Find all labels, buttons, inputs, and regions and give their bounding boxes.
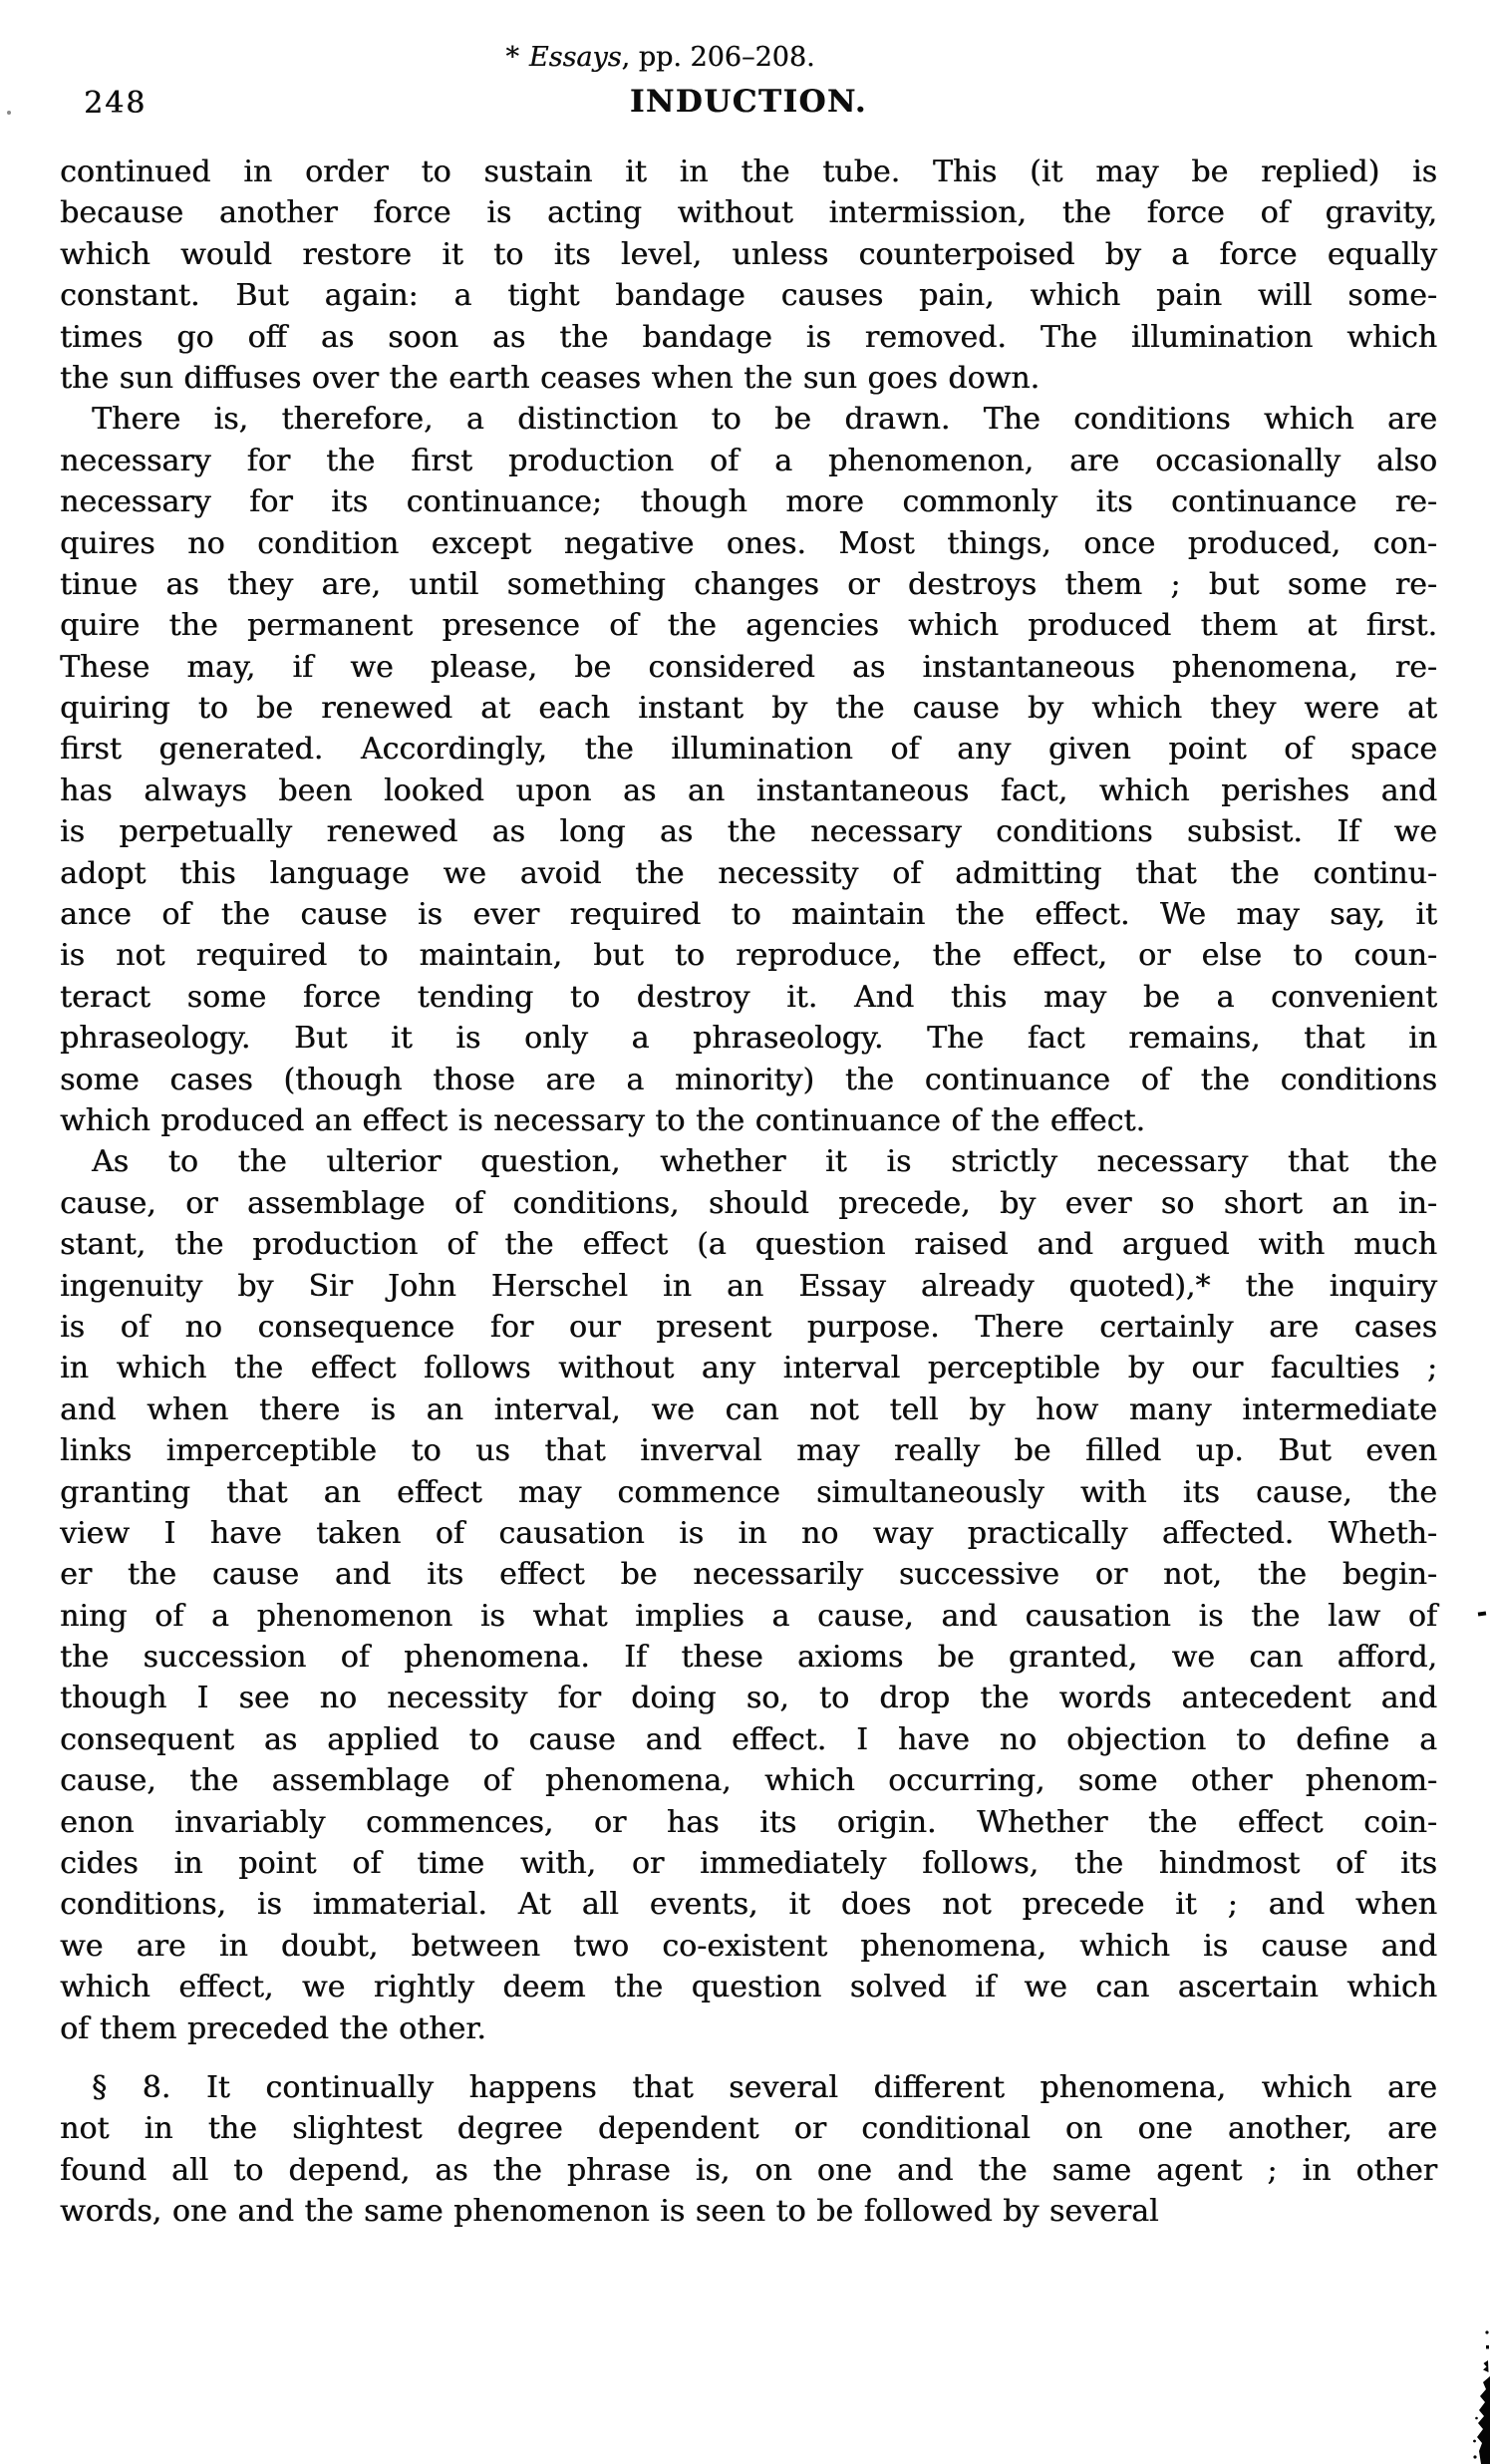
text-line: quires no condition except negative ones. Most things, once produced, con-: [60, 525, 1437, 561]
text-line: times go off as soon as the bandage is removed. The illumination which: [60, 319, 1437, 355]
text-line: continued in order to sustain it in the tube. This (it may be replied) is: [60, 154, 1437, 189]
text-line: and when there is an interval, we can not tell by how many intermediate: [60, 1391, 1437, 1427]
text-line: not in the slightest degree dependent or conditional on one another, are: [60, 2111, 1437, 2147]
text-line: cause, the assemblage of phenomena, which occurring, some other phenom-: [60, 1763, 1437, 1799]
scan-speck-left-margin: [7, 111, 11, 115]
paragraph: [60, 2067, 1437, 2233]
text-line: is perpetually renewed as long as the necessary conditions subsist. If we: [60, 814, 1437, 850]
text-line: we are in doubt, between two co-existent phenomena, which is cause and: [60, 1928, 1437, 1964]
text-line: conditions, is immaterial. At all events, it does not precede it ; and when: [60, 1887, 1437, 1923]
text-line: consequent as applied to cause and effect. I have no objection to define a: [60, 1721, 1437, 1757]
text-line: necessary for the first production of a phenomenon, are occasionally also: [60, 443, 1437, 478]
text-line: the succession of phenomena. If these axioms be granted, we can afford,: [60, 1640, 1437, 1676]
text-line: These may, if we please, be considered as instantaneous phenomena, re-: [60, 649, 1437, 685]
footnote-asterisk-marker: *: [505, 42, 519, 73]
text-line: quiring to be renewed at each instant by the cause by which they were at: [60, 691, 1437, 727]
text-line: because another force is acting without intermission, the force of gravity,: [60, 195, 1437, 231]
scan-speck-right-margin: [1478, 1611, 1486, 1616]
text-line: er the cause and its effect be necessarily successive or not, the begin-: [60, 1557, 1437, 1593]
footnote-page-range: , pp. 206–208.: [621, 42, 815, 73]
text-line: which would restore it to its level, unless counterpoised by a force equally: [60, 236, 1437, 272]
text-line: which produced an effect is necessary to the continuance of the effect.: [60, 1102, 1145, 1138]
text-line: adopt this language we avoid the necessity of admitting that the continu-: [60, 855, 1437, 891]
text-line: which effect, we rightly deem the question solved if we can ascertain which: [60, 1970, 1437, 2005]
paragraph: [60, 152, 1437, 399]
footnote-work-title: Essays: [528, 42, 622, 73]
text-line: links imperceptible to us that inverval may really be filled up. But even: [60, 1433, 1437, 1469]
text-line: is not required to maintain, but to reproduce, the effect, or else to coun-: [60, 938, 1437, 974]
text-line: cides in point of time with, or immediately follows, the hindmost of its: [60, 1846, 1437, 1882]
text-line: though I see no necessity for doing so, to drop the words antecedent and: [60, 1681, 1437, 1716]
text-line: in which the effect follows without any interval perceptible by our faculties ;: [60, 1351, 1437, 1386]
page-body: [60, 152, 1437, 2233]
text-line: quire the permanent presence of the agencies which produced them at first.: [60, 608, 1437, 644]
text-line: enon invariably commences, or has its origin. Whether the effect coin-: [60, 1804, 1437, 1840]
text-line: ingenuity by Sir John Herschel in an Essay already quoted),* the inquiry: [60, 1268, 1437, 1304]
text-line: There is, therefore, a distinction to be drawn. The conditions which are: [92, 402, 1437, 438]
footnote: [0, 42, 1490, 73]
text-line: As to the ulterior question, whether it is strictly necessary that the: [92, 1144, 1437, 1180]
paragraph: [60, 1141, 1437, 2049]
text-line: first generated. Accordingly, the illumination of any given point of space: [60, 732, 1437, 768]
text-line: is of no consequence for our present purpose. There certainly are cases: [60, 1309, 1437, 1345]
running-head-title: INDUCTION.: [629, 84, 868, 120]
page-number: 248: [84, 86, 148, 121]
text-line: phraseology. But it is only a phraseology. The fact remains, that in: [60, 1021, 1437, 1057]
paragraph: [60, 399, 1437, 1141]
text-line: of them preceded the other.: [60, 2010, 486, 2046]
text-line: § 8. It continually happens that several different phenomena, which are: [92, 2069, 1437, 2105]
text-line: teract some force tending to destroy it. And this may be a convenient: [60, 979, 1437, 1015]
scan-artifact-corner-blob: [1470, 2324, 1490, 2464]
text-line: tinue as they are, until something changes or destroys them ; but some re-: [60, 566, 1437, 602]
text-line: cause, or assemblage of conditions, should precede, by ever so short an in-: [60, 1185, 1437, 1221]
text-line: ance of the cause is ever required to maintain the effect. We may say, it: [60, 897, 1437, 933]
text-line: some cases (though those are a minority) the continuance of the conditions: [60, 1062, 1437, 1097]
text-line: constant. But again: a tight bandage causes pain, which pain will some-: [60, 278, 1437, 314]
text-line: words, one and the same phenomenon is seen to be followed by several: [60, 2194, 1159, 2230]
text-line: necessary for its continuance; though more commonly its continuance re-: [60, 484, 1437, 520]
text-line: the sun diffuses over the earth ceases when the sun goes down.: [60, 360, 1041, 396]
text-line: granting that an effect may commence simultaneously with its cause, the: [60, 1474, 1437, 1510]
text-line: ning of a phenomenon is what implies a cause, and causation is the law of: [60, 1598, 1437, 1634]
text-line: stant, the production of the effect (a question raised and argued with much: [60, 1227, 1437, 1263]
page-header: [60, 84, 1437, 128]
text-line: view I have taken of causation is in no way practically affected. Wheth-: [60, 1515, 1437, 1551]
text-line: has always been looked upon as an instantaneous fact, which perishes and: [60, 772, 1437, 808]
text-line: found all to depend, as the phrase is, on one and the same agent ; in other: [60, 2152, 1437, 2188]
